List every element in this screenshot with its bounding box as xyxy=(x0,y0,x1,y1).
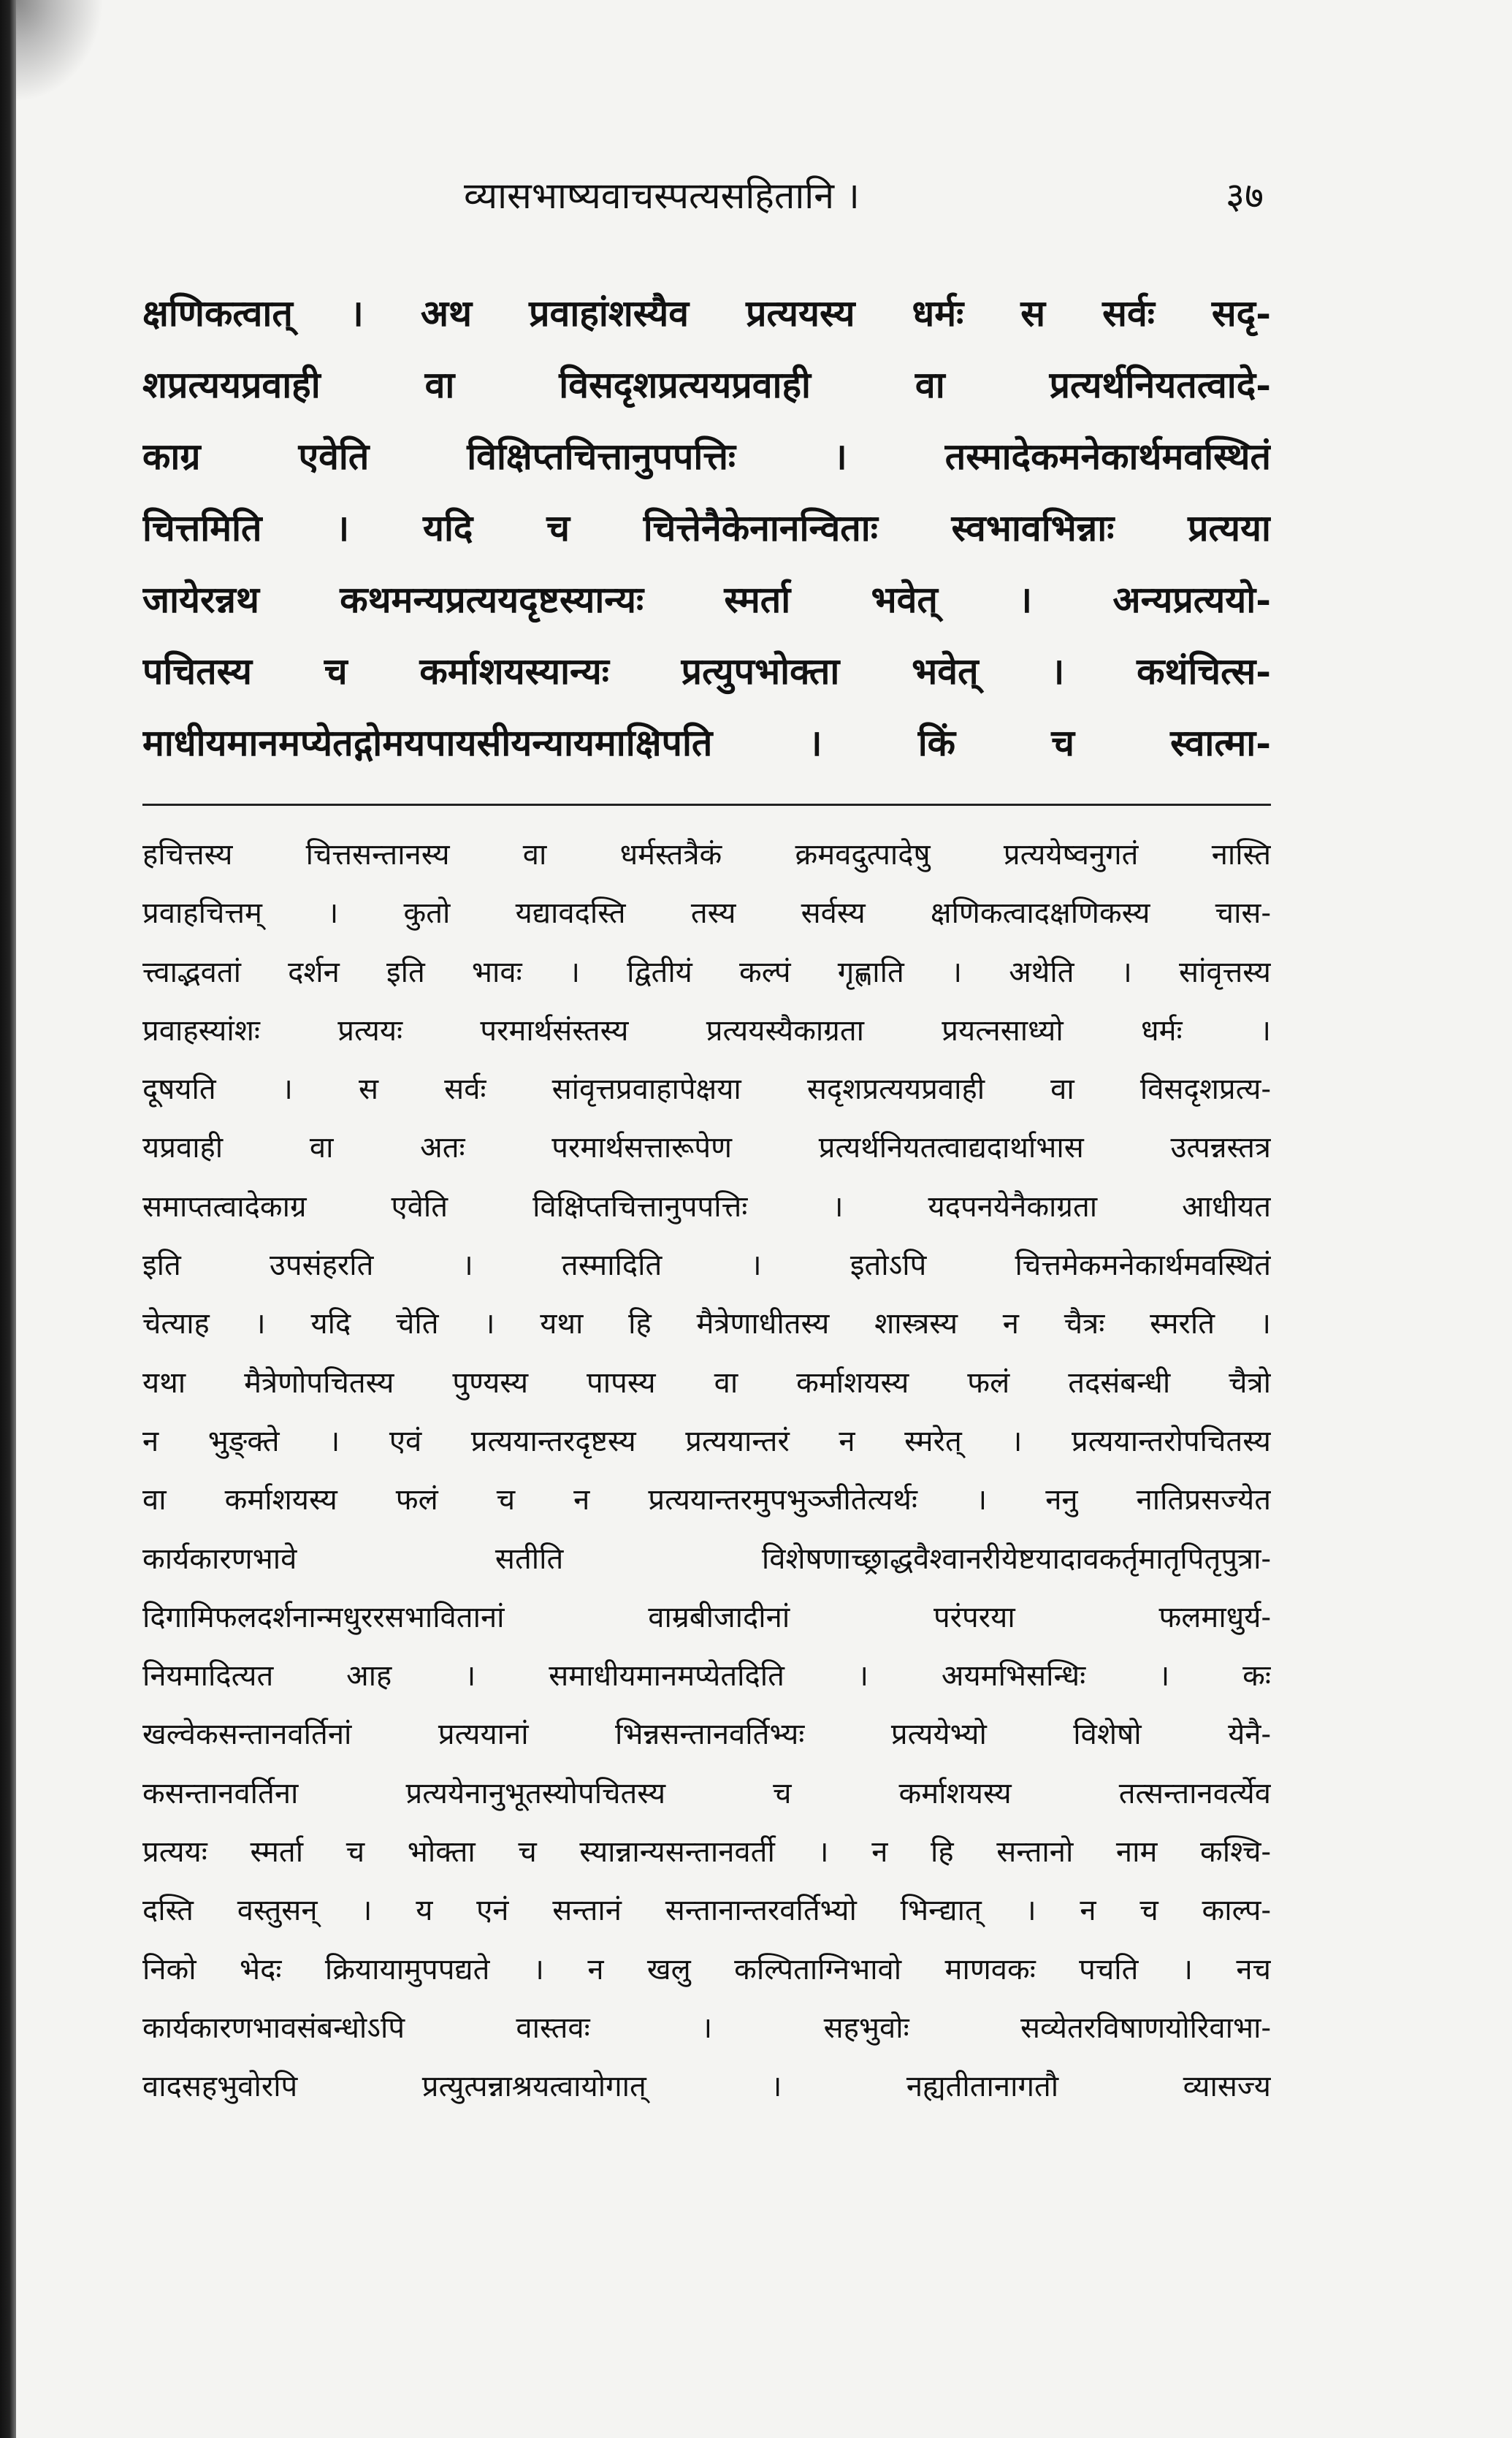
commentary-line: वा कर्माशयस्य फलं च न प्रत्ययान्तरमुपभुञ्जीतेत्यर्थः । ननु नातिप्रसज्येत xyxy=(142,1483,1271,1517)
scan-corner-shadow xyxy=(16,0,104,102)
commentary-line: चेत्याह । यदि चेति । यथा हि मैत्रेणाधीतस्य शास्त्रस्य न चैत्रः स्मरति । xyxy=(142,1307,1271,1341)
commentary-line: खल्वेकसन्तानवर्तिनां प्रत्ययानां भिन्नसन्तानवर्तिभ्यः प्रत्ययेभ्यो विशेषो येनै- xyxy=(142,1718,1271,1752)
commentary-line: हचित्तस्य चित्तसन्तानस्य वा धर्मस्तत्रैकं क्रमवदुत्पादेषु प्रत्ययेष्वनुगतं नास्ति xyxy=(142,838,1271,872)
main-text-line: माधीयमानमप्येतद्गोमयपायसीयन्यायमाक्षिपति । किं च स्वात्मा- xyxy=(142,721,1271,764)
commentary-line: इति उपसंहरति । तस्मादिति । इतोऽपि चित्तमेकमनेकार्थमवस्थितं xyxy=(142,1249,1271,1283)
page-number: ३७ xyxy=(1226,175,1264,217)
commentary-line: समाप्तत्वादेकाग्र एवेति विक्षिप्तचित्तानुपपत्तिः । यदपनयेनैकाग्रता आधीयत xyxy=(142,1189,1271,1224)
commentary-line: कार्यकारणभावसंबन्धोऽपि वास्तवः । सहभुवोः सव्येतरविषाणयोरिवाभा- xyxy=(142,2011,1271,2045)
running-title: व्यासभाष्यवाचस्पत्यसहितानि । xyxy=(464,175,860,217)
main-text-line: जायेरन्नथ कथमन्यप्रत्ययदृष्टस्यान्यः स्मर्ता भवेत् । अन्यप्रत्ययो- xyxy=(142,578,1271,621)
commentary-line: प्रवाहस्यांशः प्रत्ययः परमार्थसंस्तस्य प्रत्ययस्यैकाग्रता प्रयत्नसाध्यो धर्मः । xyxy=(142,1013,1271,1048)
main-text-line: काग्र एवेति विक्षिप्तचित्तानुपपत्तिः । तस्मादेकमनेकार्थमवस्थितं xyxy=(142,435,1271,478)
commentary-line: वादसहभुवोरपि प्रत्युत्पन्नाश्रयत्वायोगात् । नह्यतीतानागतौ व्यासज्य xyxy=(142,2070,1271,2104)
page-header xyxy=(142,169,1271,228)
commentary-line: कसन्तानवर्तिना प्रत्ययेनानुभूतस्योपचितस्य च कर्माशयस्य तत्सन्तानवर्त्येव xyxy=(142,1776,1271,1810)
commentary-line: प्रवाहचित्तम् । कुतो यद्यावदस्ति तस्य सर्वस्य क्षणिकत्वादक्षणिकस्य चास- xyxy=(142,896,1271,931)
divider-rule xyxy=(142,804,1271,806)
main-text xyxy=(142,278,1271,779)
commentary-line: दूषयति । स सर्वः सांवृत्तप्रवाहापेक्षया सदृशप्रत्ययप्रवाही वा विसदृशप्रत्य- xyxy=(142,1073,1271,1107)
main-text-line: क्षणिकत्वात् । अथ प्रवाहांशस्यैव प्रत्ययस्य धर्मः स सर्वः सदृ- xyxy=(142,292,1271,335)
commentary-line: न भुङ्क्ते । एवं प्रत्ययान्तरदृष्टस्य प्रत्ययान्तरं न स्मरेत् । प्रत्ययान्तरोपचितस्य xyxy=(142,1424,1271,1458)
commentary-line: प्रत्ययः स्मर्ता च भोक्ता च स्यान्नान्यसन्तानवर्ती । न हि सन्तानो नाम कश्चि- xyxy=(142,1835,1271,1870)
commentary-line: यथा मैत्रेणोपचितस्य पुण्यस्य पापस्य वा कर्माशयस्य फलं तदसंबन्धी चैत्रो xyxy=(142,1365,1271,1400)
commentary-line: त्त्वाद्भवतां दर्शन इति भावः । द्वितीयं कल्पं गृह्णाति । अथेति । सांवृत्तस्य xyxy=(142,955,1271,989)
commentary-line: दस्ति वस्तुसन् । य एनं सन्तानं सन्तानान्तरवर्तिभ्यो भिन्द्यात् । न च काल्प- xyxy=(142,1894,1271,1928)
commentary-line: दिगामिफलदर्शनान्मधुररसभावितानां वाम्रबीजादीनां परंपरया फलमाधुर्य- xyxy=(142,1600,1271,1634)
commentary-text xyxy=(142,826,1271,2117)
commentary-line: यप्रवाही वा अतः परमार्थसत्तारूपेण प्रत्यर्थनियतत्वाद्यदार्थाभास उत्पन्नस्तत्र xyxy=(142,1131,1271,1165)
main-text-line: पचितस्य च कर्माशयस्यान्यः प्रत्युपभोक्ता भवेत् । कथंचित्स- xyxy=(142,650,1271,693)
main-text-line: शप्रत्ययप्रवाही वा विसदृशप्रत्ययप्रवाही वा प्रत्यर्थनियतत्वादे- xyxy=(142,363,1271,406)
main-text-line: चित्तमिति । यदि च चित्तेनैकेनानन्विताः स्वभावभिन्नाः प्रत्यया xyxy=(142,506,1271,549)
commentary-line: कार्यकारणभावे सतीति विशेषणाच्छ्राद्धवैश्वानरीयेष्टयादावकर्तृमातृपितृपुत्रा- xyxy=(142,1542,1271,1576)
commentary-line: नियमादित्यत आह । समाधीयमानमप्येतदिति । अयमभिसन्धिः । कः xyxy=(142,1659,1271,1694)
scan-binding-edge xyxy=(0,0,16,2438)
commentary-line: निको भेदः क्रियायामुपपद्यते । न खलु कल्पिताग्निभावो माणवकः पचति । नच xyxy=(142,1952,1271,1986)
